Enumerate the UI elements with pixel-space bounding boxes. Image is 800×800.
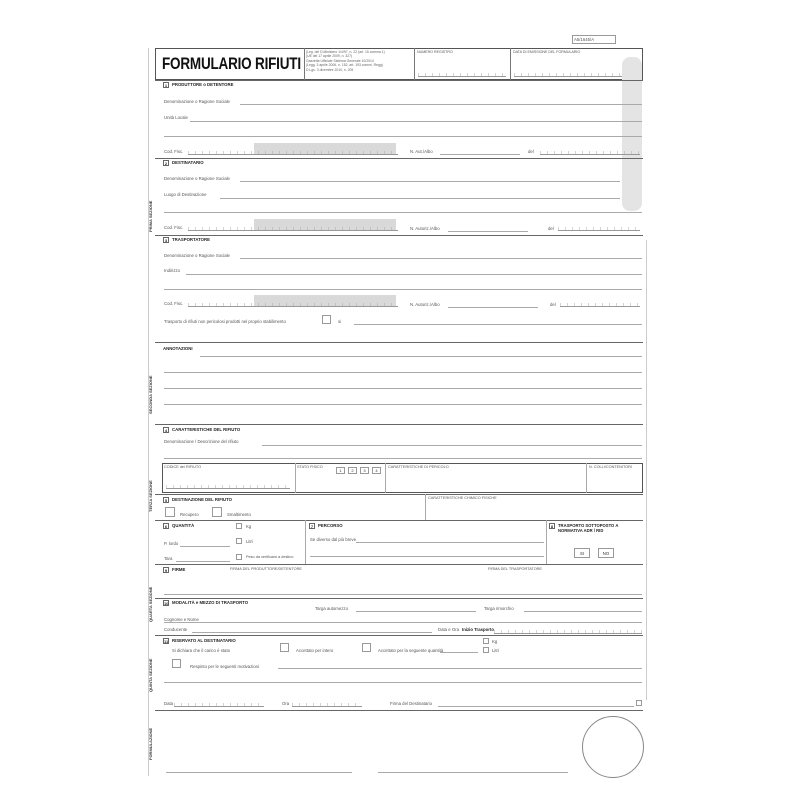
s7-title: PERCORSO xyxy=(318,523,343,528)
s5-chimico-label: CARATTERISTICHE CHIMICO FISICHE xyxy=(428,496,497,500)
label-quarta-sezione: QUARTA SEZIONE xyxy=(148,586,153,622)
s6-tara-label: Tara xyxy=(164,556,173,561)
s10-title: MODALITÀ e MEZZO DI TRASPORTO xyxy=(172,600,249,605)
s3-indirizzo-field[interactable] xyxy=(186,274,642,275)
page-title: FORMULARIO RIFIUTI xyxy=(162,54,301,73)
s5-recupero-checkbox[interactable] xyxy=(165,507,175,517)
s6-tara-field[interactable] xyxy=(176,561,230,562)
s4-stato-2[interactable]: 2 xyxy=(348,467,357,474)
s10-targa-rimorchio-label: Targa rimorchio xyxy=(484,606,514,611)
s4-stato-4[interactable]: 4 xyxy=(372,467,381,474)
s6-peso-checkbox[interactable] xyxy=(236,554,242,560)
s11-title: RISERVATO AL DESTINATARIO xyxy=(172,638,236,643)
data-emissione-field[interactable] xyxy=(514,70,638,77)
s10-conducente-field[interactable] xyxy=(192,632,432,633)
s1-codfisc-label: Cod. Fisc. xyxy=(164,149,184,154)
s4-descrizione-label: Denominazione / Descrizione del rifiuto xyxy=(164,439,239,444)
s3-del-field[interactable] xyxy=(560,300,640,307)
s9-firma-produttore-label: FIRMA DEL PRODUTTORE/DETENTORE xyxy=(230,567,302,571)
s2-naut-label: N. Autoriz./Albo xyxy=(410,226,440,231)
s3-codfisc-label: Cod. Fisc. xyxy=(164,301,184,306)
label-prima-sezione: PRIMA SEZIONE xyxy=(148,200,153,232)
label-seconda-sezione: SECONDA SEZIONE xyxy=(148,375,153,414)
s8-no-checkbox[interactable]: NO xyxy=(598,548,614,558)
s3-trasporto-label: Trasporto di rifiuti non pericolosi prodotti nel proprio stabilimento xyxy=(164,319,286,324)
s11-respinto-field[interactable] xyxy=(278,668,642,669)
s4-stato-3[interactable]: 3 xyxy=(360,467,369,474)
s10-data-ora-field[interactable] xyxy=(494,627,642,634)
s7-percorso-field[interactable] xyxy=(356,542,544,543)
registro-field[interactable] xyxy=(418,70,506,77)
s1-unita-field[interactable] xyxy=(190,121,642,122)
s10-conducente-label: Conducente xyxy=(164,627,188,632)
norm-references: (Leg. del D.Ministero 1/4/97, n. 22 (art. 15 comma 1) (UE del 17 aprile 2009, n. 327) Gazzetta Ufficiale Sistema Generale 10/2014 (Legg. 3 aprile 2006, n. 152, art. 193 commi. Regg) D.Lgs. 3 dicembre 2010, n. 205 xyxy=(306,50,385,72)
s2-luogo-label: Luogo di Destinazione xyxy=(164,192,207,197)
s8-title: TRASPORTO SOTTOPOSTO A NORMATIVA ADR / RID xyxy=(558,523,619,533)
s4-descrizione-field[interactable] xyxy=(262,445,642,446)
s6-pesolordo-label: P. lordo xyxy=(164,541,179,546)
s1-naut-label: N. Aut./Albo xyxy=(410,149,433,154)
s10-data-ora-label: Data e Ora xyxy=(438,627,460,632)
s3-naut-field[interactable] xyxy=(448,307,538,308)
s10-targa-auto-field[interactable] xyxy=(356,611,476,612)
form-code-box xyxy=(572,35,616,44)
s3-indirizzo-label: Indirizzo xyxy=(164,268,181,273)
s3-naut-label: N. Autoriz./Albo xyxy=(410,302,440,307)
stamp-circle xyxy=(582,716,644,778)
s11-data-label: Data xyxy=(164,701,174,706)
s3-title: TRASPORTATORE xyxy=(172,237,210,242)
s1-denominazione-label: Denominazione o Ragione Sociale xyxy=(164,99,230,104)
s2-del-field[interactable] xyxy=(558,224,640,231)
label-formulazione: FORMULAZIONE xyxy=(148,727,153,760)
data-emissione-label: DATA DI EMISSIONE DEL FORMULARIO xyxy=(513,50,581,54)
s2-codfisc-label: Cod. Fisc. xyxy=(164,225,184,230)
s1-codfisc-field[interactable] xyxy=(188,148,398,155)
s3-denominazione-label: Denominazione o Ragione Sociale xyxy=(164,253,230,258)
s4-stato-1[interactable]: 1 xyxy=(336,467,345,474)
s11-firma-field[interactable] xyxy=(438,706,634,707)
s11-ora-field[interactable] xyxy=(292,700,362,707)
s11-dichiara-label: Si dichiara che il carico è stato xyxy=(172,648,231,653)
s5-smaltimento-checkbox[interactable] xyxy=(212,507,222,517)
s9-firma-trasportatore-label: FIRMA DEL TRASPORTATORE xyxy=(488,567,542,571)
s3-denominazione-field[interactable] xyxy=(240,258,642,259)
s11-firma-label: Firma del Destinatario xyxy=(390,701,433,706)
s6-pesolordo-field[interactable] xyxy=(180,546,230,547)
s10-cognome-label: Cognome e Nome xyxy=(164,617,199,622)
annotazioni-title: ANNOTAZIONI xyxy=(163,346,193,351)
label-terza-sezione: TERZA SEZIONE xyxy=(148,480,153,512)
annotazioni-field[interactable] xyxy=(200,356,642,357)
s7-diverso-label: Se diverso dal più breve xyxy=(310,537,357,542)
s4-title: CARATTERISTICHE DEL RIFIUTO xyxy=(172,427,241,432)
s1-naut-field[interactable] xyxy=(440,154,520,155)
s4-codice-field[interactable] xyxy=(166,482,290,489)
s11-accettato-label: Accettato per intero xyxy=(296,648,334,653)
s11-accettato-checkbox[interactable] xyxy=(280,643,289,652)
s10-targa-rimorchio-field[interactable] xyxy=(524,611,642,612)
s4-codice-label: CODICE dei RIFIUTO xyxy=(164,465,202,469)
s1-denominazione-field[interactable] xyxy=(240,104,642,105)
s10-targa-auto-label: Targa automezzo xyxy=(315,606,348,611)
s6-litri-checkbox[interactable] xyxy=(236,538,242,544)
s5-smaltimento-label: Smaltimento xyxy=(227,512,251,517)
s6-kg-checkbox[interactable] xyxy=(236,523,242,529)
s4-stato-label: STATO FISICO xyxy=(297,465,323,469)
s2-naut-field[interactable] xyxy=(448,231,528,232)
s9-title: FIRME xyxy=(172,567,186,572)
s6-title: QUANTITÀ xyxy=(172,523,195,528)
s3-trasporto-checkbox[interactable] xyxy=(322,315,331,324)
s11-litri-checkbox[interactable] xyxy=(483,647,489,653)
s1-unita-label: Unità Locale xyxy=(164,115,188,120)
s3-codfisc-field[interactable] xyxy=(188,300,398,307)
s2-denominazione-field[interactable] xyxy=(240,181,620,182)
registro-label: NUMERO REGISTRO xyxy=(417,50,453,54)
s2-luogo-field[interactable] xyxy=(220,198,620,199)
s5-title: DESTINAZIONE DEL RIFIUTO xyxy=(172,497,233,502)
form-code: A5/1645/A xyxy=(574,37,595,42)
s8-si-checkbox[interactable]: SI xyxy=(574,548,590,558)
s2-denominazione-label: Denominazione o Ragione Sociale xyxy=(164,176,230,181)
s2-title: DESTINATARIO xyxy=(172,160,204,165)
s2-codfisc-field[interactable] xyxy=(188,224,398,231)
s5-recupero-label: Recupero xyxy=(180,512,199,517)
s11-respinto-checkbox[interactable] xyxy=(172,659,181,668)
s11-quantita-field[interactable] xyxy=(440,652,478,653)
s11-accettato-quantita-checkbox[interactable] xyxy=(362,643,371,652)
s1-title: PRODUTTORE o DETENTORE xyxy=(172,82,234,87)
s4-colli-label: N. COLLI/CONTENITORI xyxy=(589,465,632,469)
s11-accettato-quantita-label: Accettato per la seguente quantità xyxy=(378,648,444,653)
label-quinta-sezione: QUINTA SEZIONE xyxy=(148,658,153,692)
s11-ora-label: Ora xyxy=(282,701,290,706)
s11-respinto-label: Respinto per le seguenti motivazioni xyxy=(190,664,260,669)
s11-data-field[interactable] xyxy=(174,700,264,707)
s4-caratteristiche-label: CARATTERISTICHE DI PERICOLO xyxy=(388,465,449,469)
s11-kg-checkbox[interactable] xyxy=(483,638,489,644)
s1-del-field[interactable] xyxy=(540,148,640,155)
